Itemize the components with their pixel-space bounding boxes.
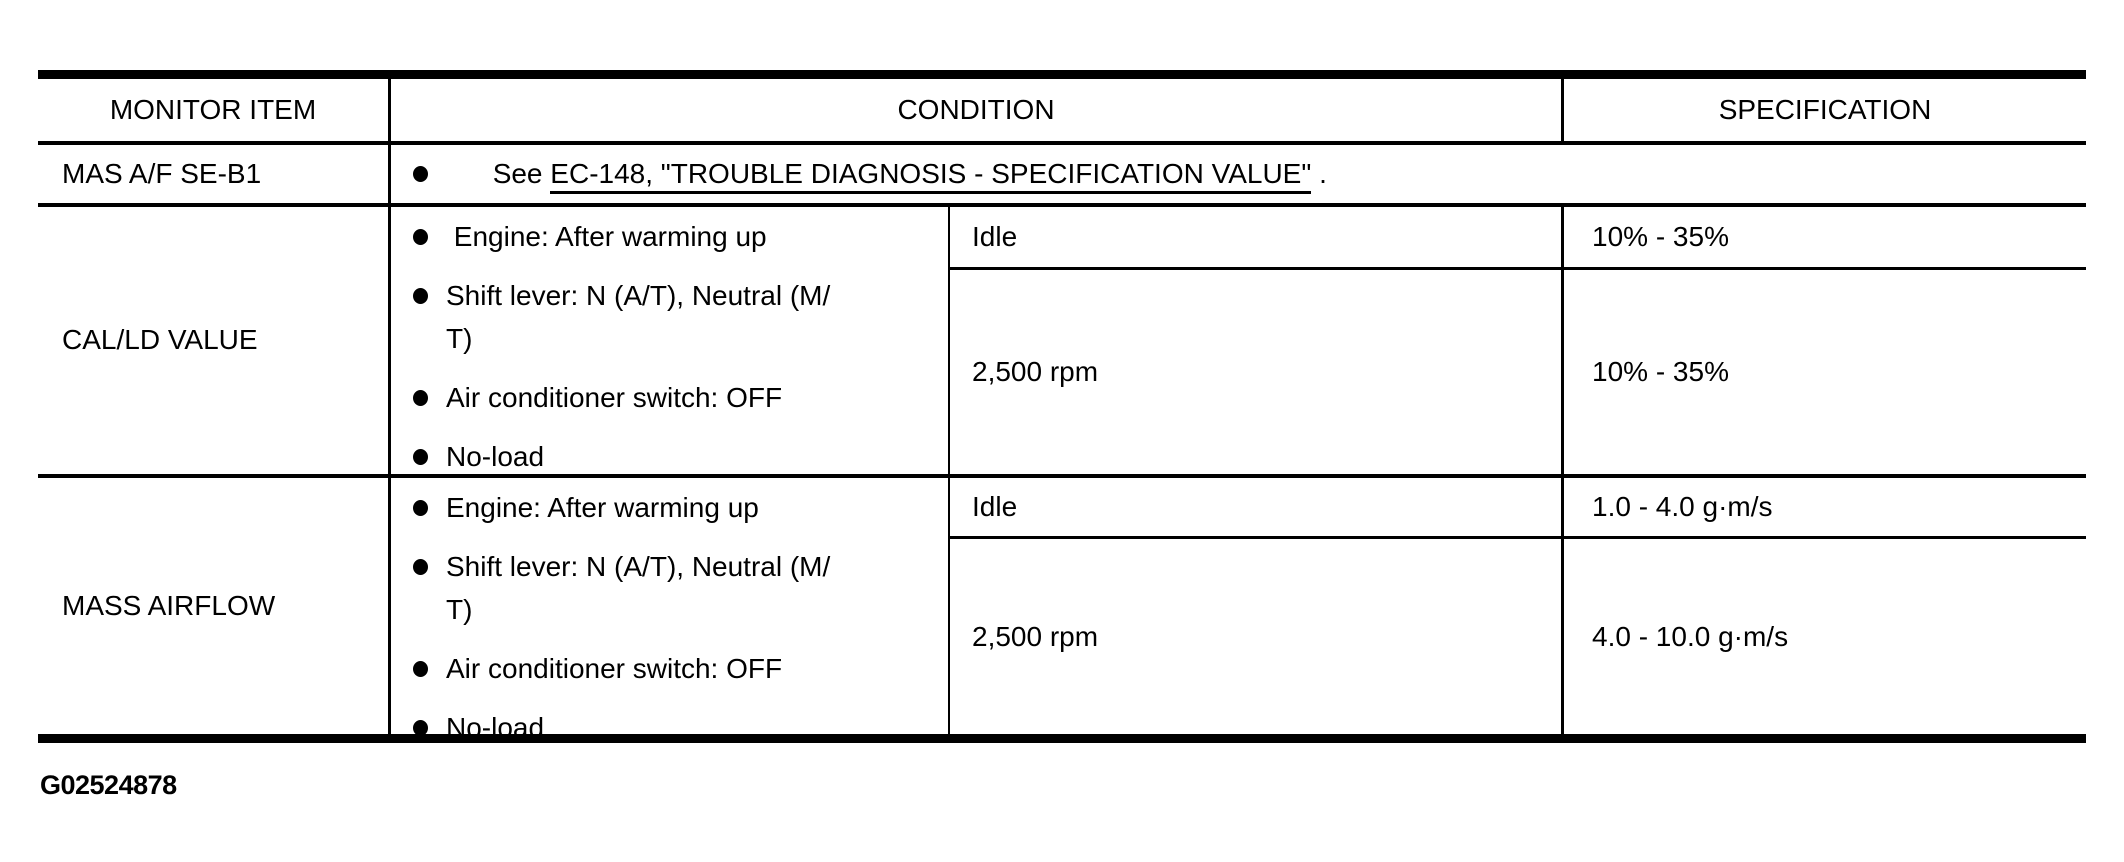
condition-text: Shift lever: N (A/T), Neutral (M/	[446, 280, 831, 311]
header-cell-monitor-item: MONITOR ITEM	[109, 94, 317, 125]
condition-no-load	[413, 706, 945, 749]
monitor-item-mass-airflow: MASS AIRFLOW	[62, 589, 276, 621]
bullet-icon	[413, 390, 428, 406]
specification-cal-idle: 10% - 35%	[1592, 220, 1729, 252]
figure-id: G02524878	[40, 770, 177, 800]
subcondition-cal-2500rpm: 2,500 rpm	[972, 356, 1099, 387]
subcondition-cal-idle: Idle	[972, 220, 1018, 252]
column-divider-condition-sub	[948, 203, 950, 734]
specification-mass-idle: 1.0 - 4.0 g·m/s	[1592, 490, 1773, 522]
condition-list-mass-airflow	[413, 477, 945, 743]
link-suffix-text: .	[1311, 158, 1327, 189]
condition-ac-switch-off	[413, 376, 945, 419]
see-prefix-text: See	[492, 158, 551, 189]
condition-engine-warm	[413, 215, 945, 258]
subcondition-mass-2500rpm: 2,500 rpm	[972, 620, 1099, 652]
condition-text: No-load	[446, 712, 545, 743]
bullet-icon	[413, 661, 428, 677]
condition-text: Air conditioner switch: OFF	[446, 382, 783, 413]
condition-no-load	[413, 435, 945, 478]
column-divider-monitor-condition	[388, 70, 391, 743]
bullet-icon	[413, 720, 428, 736]
header-cell-condition: CONDITION	[897, 94, 1055, 125]
condition-text: Air conditioner switch: OFF	[446, 653, 783, 684]
condition-text: Engine: After warming up	[446, 492, 759, 523]
condition-shift-lever	[413, 274, 945, 360]
bullet-icon	[413, 166, 428, 182]
bullet-icon	[413, 229, 428, 245]
table-border-top	[38, 70, 2086, 79]
condition-text-wrap: T)	[446, 323, 473, 354]
condition-engine-warm	[413, 486, 945, 529]
subcondition-mass-idle: Idle	[972, 490, 1018, 522]
specification-mass-2500rpm: 4.0 - 10.0 g·m/s	[1592, 620, 1789, 652]
condition-text: Engine: After warming up	[446, 221, 767, 252]
condition-mas-af-see-reference	[413, 145, 2063, 203]
bullet-icon	[413, 449, 428, 465]
bullet-icon	[413, 559, 428, 575]
condition-shift-lever	[413, 545, 945, 631]
condition-text: No-load	[446, 441, 545, 472]
monitor-item-cal-ld-value: CAL/LD VALUE	[62, 324, 258, 355]
ec-148-trouble-diagnosis-link[interactable]: EC-148, "TROUBLE DIAGNOSIS - SPECIFICATION VALUE"	[550, 158, 1311, 194]
bullet-icon	[413, 288, 428, 304]
header-cell-specification: SPECIFICATION	[1718, 94, 1932, 125]
table-border-bottom	[38, 734, 2086, 743]
condition-list-cal-ld	[413, 206, 945, 483]
bullet-icon	[413, 500, 428, 516]
column-divider-condition-spec-body	[1561, 203, 1564, 734]
condition-ac-switch-off	[413, 647, 945, 690]
condition-text-wrap: T)	[446, 594, 473, 625]
specification-cal-2500rpm: 10% - 35%	[1592, 356, 1729, 387]
monitor-item-mas-af-se-b1: MAS A/F SE-B1	[62, 158, 262, 189]
condition-text: Shift lever: N (A/T), Neutral (M/	[446, 551, 831, 582]
